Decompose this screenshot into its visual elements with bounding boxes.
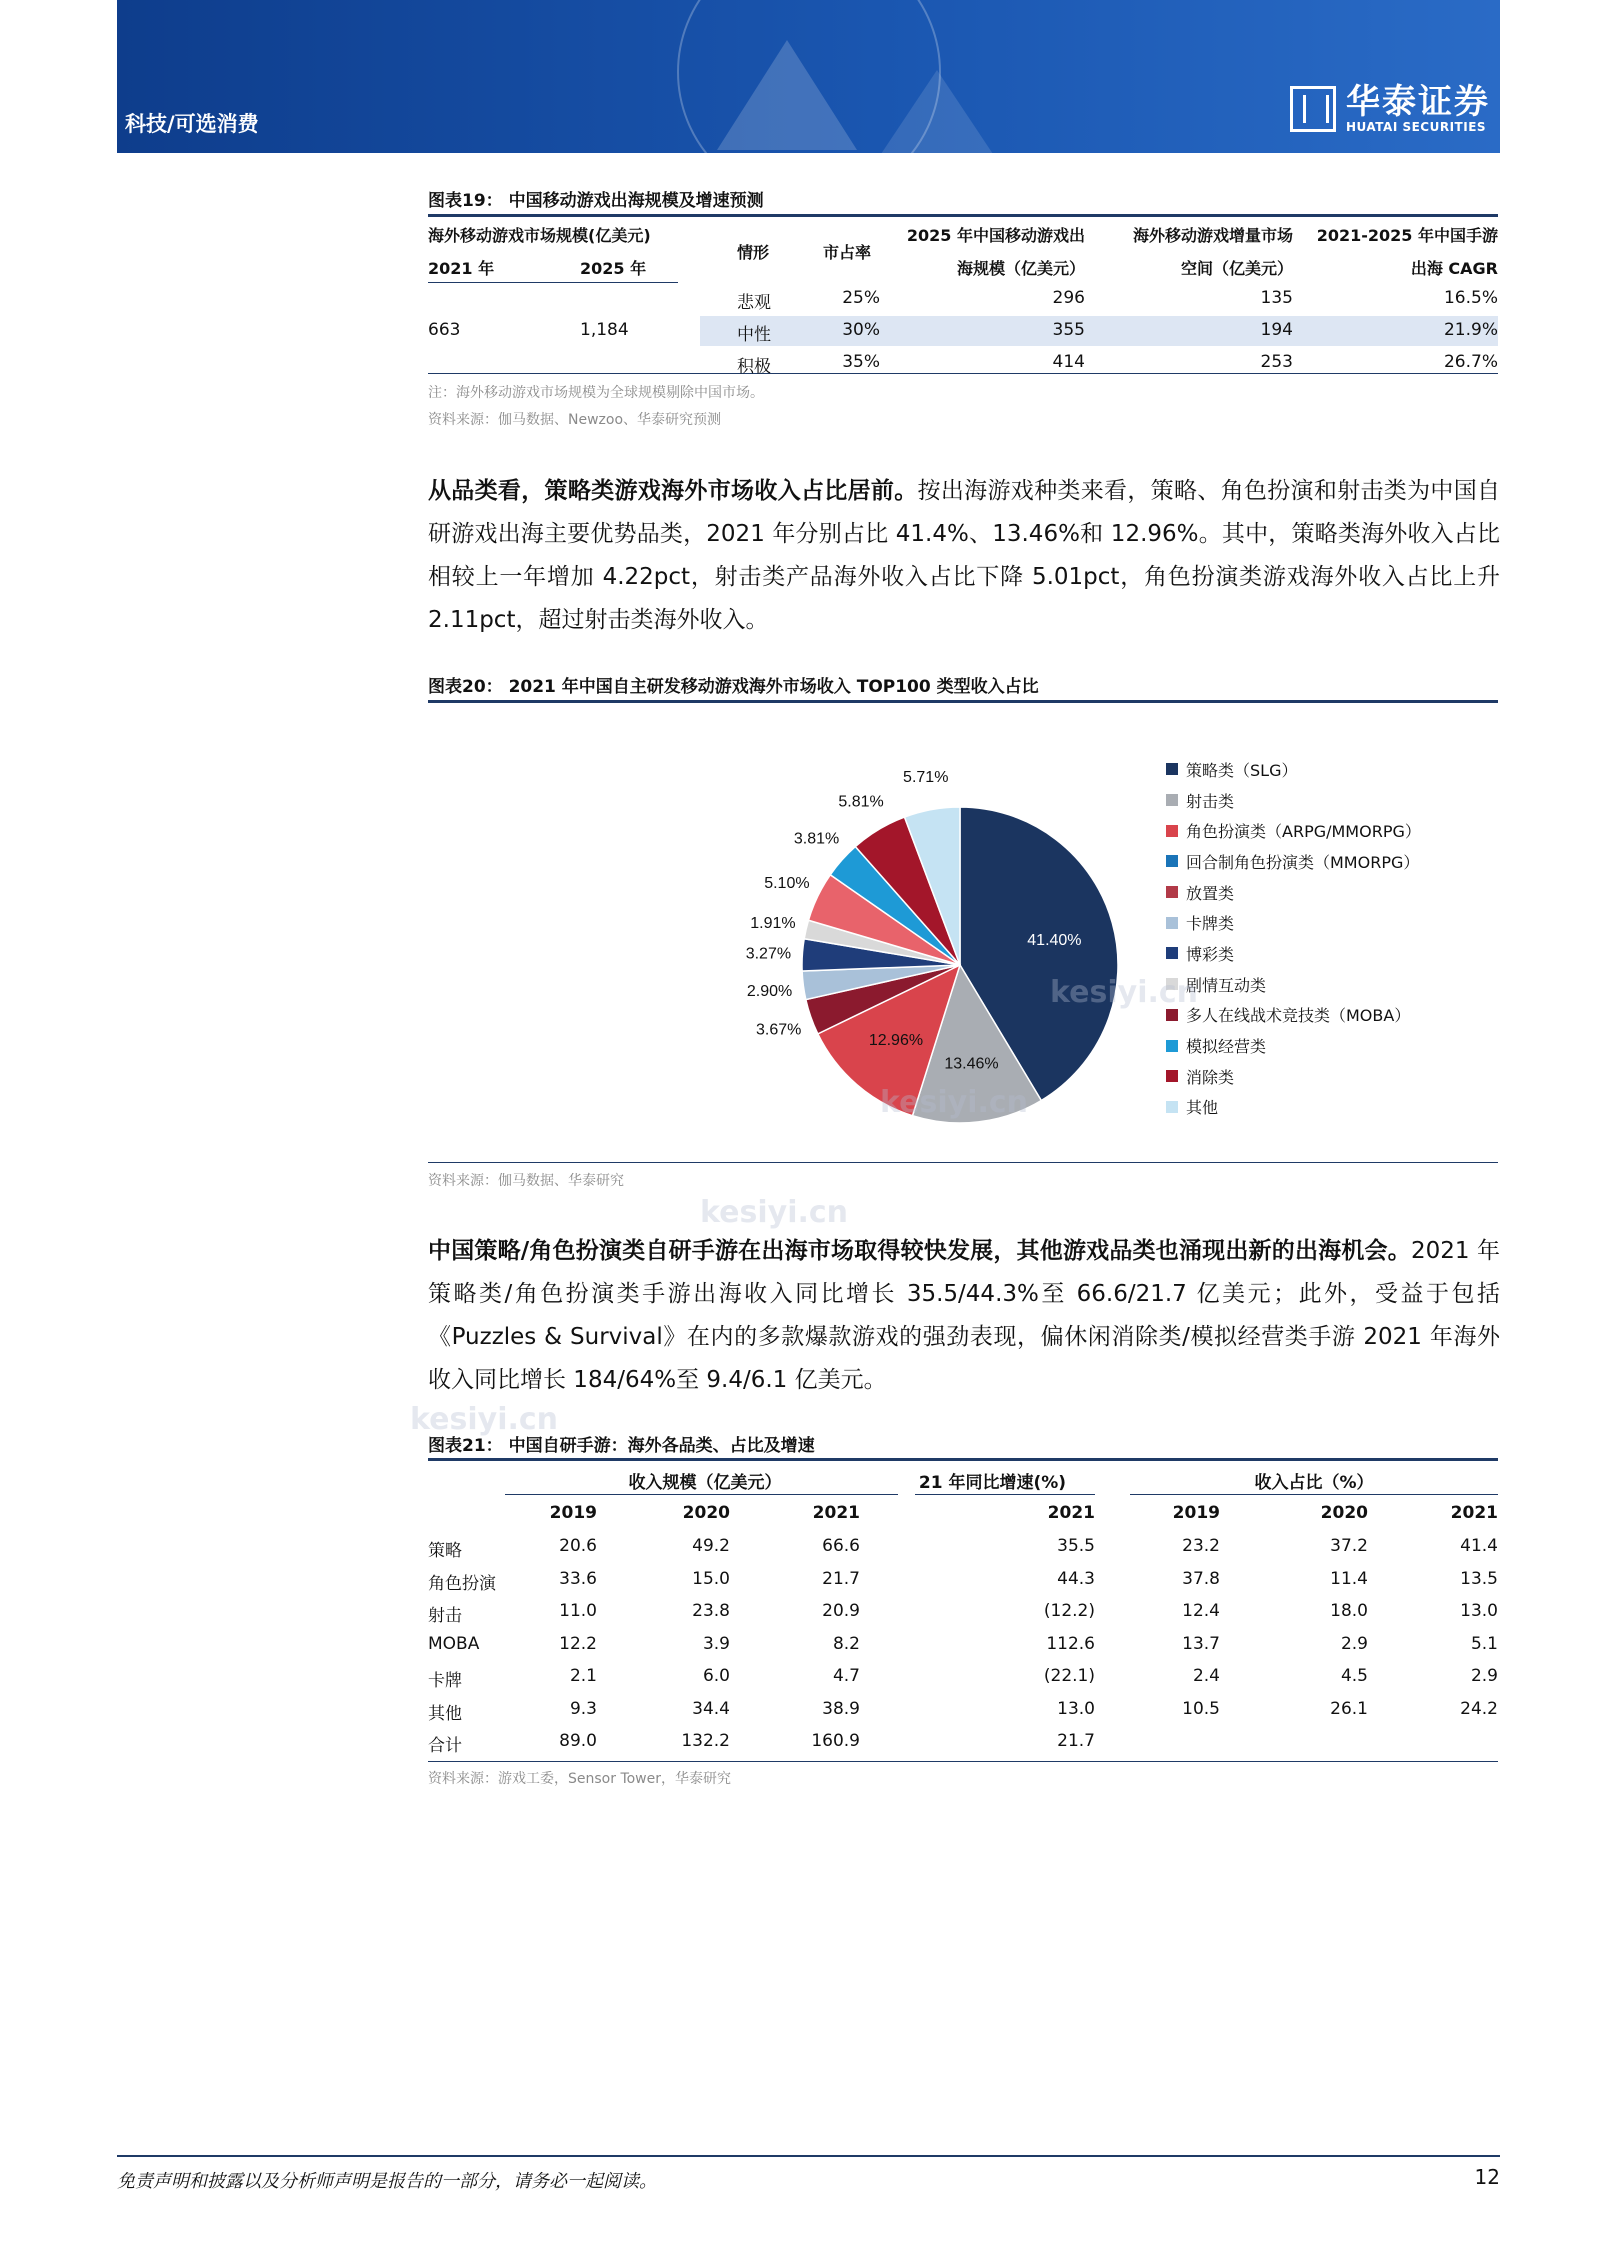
company-logo <box>1290 84 1490 134</box>
body-paragraph <box>428 470 1500 642</box>
paragraph-lead: 从品类看，策略类游戏海外市场收入占比居前。 <box>428 478 918 504</box>
table-cell: 2.4 <box>1192 1666 1220 1686</box>
table-cell: 21.7 <box>1057 1731 1095 1751</box>
legend-item <box>1166 907 1421 938</box>
legend-item <box>1166 785 1421 816</box>
table-cell: 13.0 <box>1460 1601 1498 1621</box>
row-label: 其他 <box>428 1703 462 1724</box>
watermark: kesiyi.cn <box>1050 975 1199 1010</box>
watermark: kesiyi.cn <box>700 1195 849 1230</box>
table-cell: 悲观 <box>737 293 771 313</box>
body-paragraph <box>428 1230 1500 1402</box>
legend-label: 射击类 <box>1186 791 1235 811</box>
year-header: 2019 <box>1172 1503 1220 1523</box>
table-rule <box>505 1494 898 1495</box>
table-cell: 11.0 <box>559 1601 597 1621</box>
header-cell: 21 年同比增速(%) <box>918 1473 1067 1493</box>
legend-label: 角色扮演类（ARPG/MMORPG） <box>1186 822 1421 842</box>
table-cell: 11.4 <box>1330 1568 1368 1589</box>
slice-label: 3.67% <box>756 1021 802 1039</box>
table-cell: 296 <box>1052 288 1085 308</box>
table-rule <box>428 282 678 283</box>
row-label: 角色扮演 <box>428 1573 496 1594</box>
legend-swatch <box>1166 1101 1178 1113</box>
table-cell: 37.8 <box>1182 1568 1220 1589</box>
slice-label: 3.81% <box>793 830 840 848</box>
header-cell: 海外移动游戏市场规模(亿美元) <box>428 226 651 245</box>
legend-item <box>1166 1061 1421 1092</box>
banner-decoration <box>717 40 857 150</box>
header-cell: 市占率 <box>823 243 872 262</box>
table-cell: 355 <box>1052 320 1085 340</box>
table-cell: 26.7% <box>1443 352 1498 372</box>
legend-item <box>1166 1000 1421 1031</box>
table-cell: 89.0 <box>559 1731 597 1751</box>
slice-label: 5.71% <box>903 769 949 787</box>
header-cell: 2021-2025 年中国手游 <box>1316 226 1498 245</box>
row-label: MOBA <box>428 1633 480 1654</box>
figure20-title: 图表20： 2021 年中国自主研发移动游戏海外市场收入 TOP100 类型收入占比 <box>428 677 1039 697</box>
table-cell: 5.1 <box>1470 1633 1498 1654</box>
slice-label: 13.46% <box>944 1055 999 1073</box>
watermark: kesiyi.cn <box>410 1402 559 1437</box>
footer-rule <box>117 2155 1500 2157</box>
table-cell: 194 <box>1260 320 1293 340</box>
logo-text-cn: 华泰证券 <box>1346 82 1490 122</box>
chart-legend <box>1166 754 1421 1122</box>
legend-swatch <box>1166 855 1178 867</box>
table-cell: (22.1) <box>1043 1666 1095 1686</box>
paragraph-text: 2021 年策略类/角色扮演类手游出海收入同比增长 35.5/44.3%至 66.6/21.7 亿美元；此外，受益于包括《Puzzles & Survival》在内的多款爆款游戏的强劲表现，偏休闲消除类/模拟经营类手游 2021 年海外收入同比增长 184/64%至 9.4/6.1 亿美元。 <box>428 1238 1500 1393</box>
footer-disclaimer: 免责声明和披露以及分析师声明是报告的一部分，请务必一起阅读。 <box>117 2171 657 2192</box>
legend-item <box>1166 1092 1421 1123</box>
table-cell: 38.9 <box>822 1698 860 1719</box>
row-label: 策略 <box>428 1541 462 1561</box>
table-cell: 414 <box>1052 352 1085 372</box>
table-rule <box>428 1761 1498 1762</box>
source-note: 资料来源：游戏工委，Sensor Tower，华泰研究 <box>428 1771 731 1787</box>
table-cell: 15.0 <box>692 1568 730 1589</box>
table-cell: 44.3 <box>1057 1568 1095 1589</box>
row-label: 射击 <box>428 1606 462 1626</box>
table-rule <box>428 214 1498 217</box>
table-cell: 1,184 <box>580 320 629 340</box>
figure21-title: 图表21： 中国自研手游：海外各品类、占比及增速 <box>428 1436 815 1456</box>
table-cell: 4.5 <box>1340 1666 1368 1686</box>
pie-chart <box>700 740 1160 1130</box>
table-rule <box>428 373 1498 374</box>
table-cell: 6.0 <box>702 1666 730 1686</box>
legend-swatch <box>1166 917 1178 929</box>
legend-item <box>1166 1030 1421 1061</box>
year-header: 2021 <box>1047 1503 1095 1523</box>
header-cell: 情形 <box>737 243 770 262</box>
legend-item <box>1166 969 1421 1000</box>
slice-label: 5.81% <box>838 793 884 811</box>
table-cell: 49.2 <box>692 1536 730 1556</box>
table-cell: 中性 <box>737 325 771 345</box>
table-cell: 21.9% <box>1443 320 1498 340</box>
logo-icon <box>1290 86 1336 132</box>
legend-swatch <box>1166 794 1178 806</box>
table-cell: 13.5 <box>1460 1568 1498 1589</box>
legend-label: 卡牌类 <box>1186 914 1235 934</box>
legend-label: 其他 <box>1186 1098 1219 1118</box>
table-cell: 21.7 <box>822 1568 860 1589</box>
table-cell: 663 <box>428 320 461 340</box>
legend-label: 多人在线战术竞技类（MOBA） <box>1186 1006 1411 1026</box>
year-header: 2019 <box>549 1503 597 1523</box>
legend-label: 策略类（SLG） <box>1186 760 1298 780</box>
table-cell: 18.0 <box>1330 1601 1368 1621</box>
legend-label: 回合制角色扮演类（MMORPG） <box>1186 852 1420 872</box>
header-cell: 2021 年 <box>428 259 495 278</box>
legend-item <box>1166 938 1421 969</box>
source-note: 资料来源：伽马数据、华泰研究 <box>428 1173 624 1189</box>
legend-swatch <box>1166 886 1178 898</box>
table-cell: 20.6 <box>559 1536 597 1556</box>
table-cell: 25% <box>842 288 880 308</box>
table-cell: 35% <box>842 352 880 372</box>
table-cell: 2.1 <box>569 1666 597 1686</box>
table-cell: 9.3 <box>569 1698 597 1719</box>
slice-label: 3.27% <box>745 945 792 963</box>
table-cell: 10.5 <box>1182 1698 1220 1719</box>
legend-label: 消除类 <box>1186 1067 1235 1087</box>
legend-item <box>1166 754 1421 785</box>
legend-label: 博彩类 <box>1186 944 1235 964</box>
year-header: 2020 <box>682 1503 730 1523</box>
table-cell: 8.2 <box>832 1633 860 1654</box>
table-cell: 34.4 <box>692 1698 730 1719</box>
watermark: kesiyi.cn <box>880 1085 1029 1120</box>
table-cell: 160.9 <box>811 1731 860 1751</box>
table-cell: 积极 <box>737 357 771 377</box>
table-cell: 2.9 <box>1340 1633 1368 1654</box>
legend-swatch <box>1166 1070 1178 1082</box>
table-cell: 135 <box>1260 288 1293 308</box>
legend-label: 剧情互动类 <box>1186 975 1267 995</box>
table-cell: 26.1 <box>1330 1698 1368 1719</box>
legend-label: 模拟经营类 <box>1186 1037 1267 1057</box>
table-cell: 35.5 <box>1057 1536 1095 1556</box>
table-cell: 66.6 <box>822 1536 860 1556</box>
header-cell: 空间（亿美元） <box>1180 259 1293 278</box>
table-cell: 20.9 <box>822 1601 860 1621</box>
legend-swatch <box>1166 825 1178 837</box>
paragraph-text: 按出海游戏种类来看，策略、角色扮演和射击类为中国自研游戏出海主要优势品类，2021 年分别占比 41.4%、13.46%和 12.96%。其中，策略类海外收入占比相较上一年增加 4.22pct，射击类产品海外收入占比下降 5.01pct，角色扮演类游戏海外收入占比上升 2.11pct，超过射击类海外收入。 <box>428 478 1501 633</box>
table-cell: 13.7 <box>1182 1633 1220 1654</box>
table-cell: 24.2 <box>1460 1698 1498 1719</box>
legend-item <box>1166 846 1421 877</box>
slice-label: 41.40% <box>1027 931 1082 949</box>
table-rule <box>428 1458 1498 1461</box>
table-cell: 13.0 <box>1057 1698 1095 1719</box>
table-cell: 12.2 <box>559 1633 597 1654</box>
table-cell: 4.7 <box>832 1666 860 1686</box>
table-cell: 253 <box>1260 352 1293 372</box>
table-cell: (12.2) <box>1043 1601 1095 1621</box>
table-cell: 37.2 <box>1330 1536 1368 1556</box>
slice-label: 2.90% <box>746 982 793 1000</box>
table-cell: 2.9 <box>1470 1666 1498 1686</box>
legend-label: 放置类 <box>1186 883 1235 903</box>
table-cell: 23.2 <box>1182 1536 1220 1556</box>
header-cell: 海规模（亿美元） <box>956 259 1085 278</box>
row-label: 卡牌 <box>428 1671 462 1691</box>
table-cell: 30% <box>842 320 880 340</box>
figure-rule <box>428 1162 1498 1163</box>
table-note: 注：海外移动游戏市场规模为全球规模剔除中国市场。 <box>428 385 764 401</box>
legend-item <box>1166 877 1421 908</box>
legend-item <box>1166 815 1421 846</box>
page-number: 12 <box>1474 2165 1500 2189</box>
slice-label: 12.96% <box>868 1032 924 1050</box>
header-cell: 收入占比（%） <box>1254 1473 1374 1493</box>
year-header: 2021 <box>1450 1503 1498 1523</box>
legend-swatch <box>1166 1040 1178 1052</box>
figure19-title: 图表19： 中国移动游戏出海规模及增速预测 <box>428 191 764 211</box>
logo-text-en: HUATAI SECURITIES <box>1346 120 1487 134</box>
header-cell: 2025 年 <box>580 259 647 278</box>
header-cell: 2025 年中国移动游戏出 <box>906 226 1085 245</box>
legend-swatch <box>1166 1009 1178 1021</box>
figure-rule <box>428 700 1498 703</box>
table-cell: 112.6 <box>1046 1633 1095 1654</box>
table-cell: 12.4 <box>1182 1601 1220 1621</box>
table-cell: 3.9 <box>702 1633 730 1654</box>
legend-swatch <box>1166 763 1178 775</box>
slice-label: 1.91% <box>750 914 796 932</box>
header-cell: 收入规模（亿美元） <box>628 1473 782 1493</box>
row-label: 合计 <box>428 1736 462 1756</box>
header-cell: 海外移动游戏增量市场 <box>1132 226 1293 245</box>
year-header: 2020 <box>1320 1503 1368 1523</box>
header-cell: 出海 CAGR <box>1410 259 1498 278</box>
table-rule <box>915 1494 1095 1495</box>
table-cell: 16.5% <box>1443 288 1498 308</box>
table-cell: 33.6 <box>559 1568 597 1589</box>
year-header: 2021 <box>812 1503 860 1523</box>
banner-decoration <box>877 70 997 153</box>
legend-swatch <box>1166 947 1178 959</box>
header-banner <box>117 0 1500 153</box>
paragraph-lead: 中国策略/角色扮演类自研手游在出海市场取得较快发展，其他游戏品类也涌现出新的出海机会。 <box>428 1238 1411 1264</box>
table-cell: 23.8 <box>692 1601 730 1621</box>
table-rule <box>1130 1494 1498 1495</box>
table-cell: 41.4 <box>1460 1536 1498 1556</box>
table-cell: 132.2 <box>681 1731 730 1751</box>
slice-label: 5.10% <box>764 874 810 892</box>
source-note: 资料来源：伽马数据、Newzoo、华泰研究预测 <box>428 412 722 428</box>
report-category: 科技/可选消费 <box>125 112 259 136</box>
